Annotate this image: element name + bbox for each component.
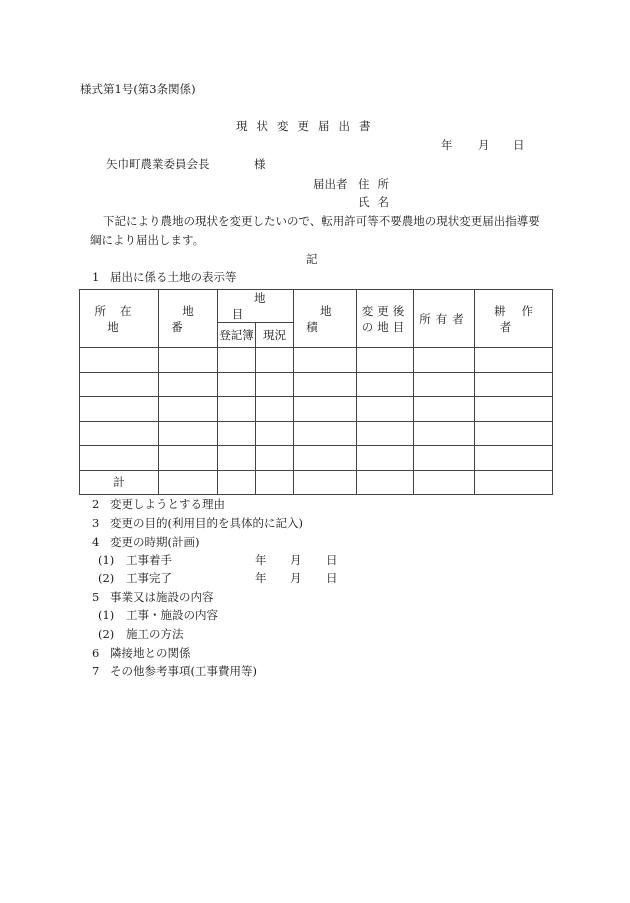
table-cell[interactable] — [414, 446, 475, 471]
item-5-1-text: 工事・施設の内容 — [126, 608, 218, 622]
table-cell[interactable] — [294, 421, 357, 446]
table-cell[interactable] — [256, 397, 294, 422]
honorific: 様 — [254, 157, 266, 171]
table-cell[interactable] — [159, 421, 218, 446]
item-7-number: 7 — [92, 664, 100, 678]
table-total-row — [80, 470, 553, 495]
table-cell[interactable] — [218, 372, 256, 397]
header-area — [294, 290, 357, 348]
item-4-1-day: 日 — [326, 553, 338, 567]
item-4-text: 変更の時期(計画) — [110, 535, 200, 549]
item-5 — [92, 589, 214, 605]
item-4-2-text: 工事完了 — [126, 571, 172, 585]
table-cell[interactable] — [414, 372, 475, 397]
header-registry — [218, 323, 256, 348]
item-4-1 — [98, 552, 358, 568]
date-month-label: 月 — [478, 138, 490, 152]
item-5-number: 5 — [92, 590, 100, 604]
table-cell[interactable] — [357, 372, 414, 397]
table-cell[interactable] — [256, 372, 294, 397]
name-label: 氏名 — [358, 195, 397, 209]
table-cell[interactable] — [357, 421, 414, 446]
header-land-category-text: 地目 — [231, 291, 302, 321]
table-cell[interactable] — [357, 397, 414, 422]
table-cell[interactable] — [475, 397, 553, 422]
header-after-change — [357, 290, 414, 348]
table-cell[interactable] — [256, 421, 294, 446]
table-cell[interactable] — [218, 470, 256, 495]
table-cell[interactable] — [414, 348, 475, 373]
table-row — [80, 421, 553, 446]
table-cell[interactable] — [218, 348, 256, 373]
document-title: 現状変更届出書 — [236, 119, 380, 133]
header-location-text: 所在地 — [94, 303, 146, 334]
table-cell[interactable] — [414, 421, 475, 446]
section-1-heading — [92, 269, 237, 285]
header-lot-number-text: 地番 — [171, 303, 216, 334]
table-cell[interactable] — [294, 470, 357, 495]
item-2 — [92, 496, 225, 512]
header-location — [80, 290, 159, 348]
header-current — [256, 323, 294, 348]
item-6-text: 隣接地との関係 — [110, 646, 191, 660]
table-cell[interactable] — [294, 372, 357, 397]
date-year-label: 年 — [441, 138, 453, 152]
item-4-1-number: (1) — [98, 553, 115, 567]
header-land-category — [218, 290, 302, 323]
header-after-change-line2: の地目 — [361, 319, 409, 334]
table-row — [80, 446, 553, 471]
table-row — [80, 372, 553, 397]
item-3 — [92, 515, 303, 531]
table-cell[interactable] — [80, 348, 159, 373]
table-cell[interactable] — [256, 470, 294, 495]
ki-marker: 記 — [306, 252, 318, 266]
item-4-1-text: 工事着手 — [126, 553, 172, 567]
item-5-2-text: 施工の方法 — [126, 627, 184, 641]
form-number: 様式第1号(第3条関係) — [80, 82, 196, 96]
table-cell[interactable] — [218, 421, 256, 446]
item-6 — [92, 645, 191, 661]
item-4-2-year: 年 — [255, 571, 267, 585]
item-4-2 — [98, 570, 358, 586]
item-7-text: その他参考事項(工事費用等) — [110, 664, 257, 678]
item-3-text: 変更の目的(利用目的を具体的に記入) — [110, 516, 303, 530]
total-label: 計 — [80, 470, 159, 495]
header-current-text: 現況 — [263, 328, 286, 342]
table-row — [80, 397, 553, 422]
addressee: 矢巾町農業委員会長 — [106, 157, 210, 171]
item-2-number: 2 — [92, 497, 100, 511]
table-cell[interactable] — [159, 446, 218, 471]
table-cell[interactable] — [80, 421, 159, 446]
table-row — [80, 348, 553, 373]
item-4-2-number: (2) — [98, 571, 115, 585]
item-4-1-year: 年 — [255, 553, 267, 567]
table-cell[interactable] — [357, 446, 414, 471]
table-cell[interactable] — [414, 397, 475, 422]
section-1-text: 届出に係る土地の表示等 — [110, 270, 237, 284]
header-area-text: 地積 — [306, 303, 358, 334]
date-day-label: 日 — [513, 138, 525, 152]
address-label: 住所 — [358, 177, 397, 191]
item-5-1-number: (1) — [98, 608, 115, 622]
table-cell[interactable] — [475, 446, 553, 471]
item-5-2 — [98, 626, 184, 642]
table-cell[interactable] — [357, 470, 414, 495]
header-after-change-line1: 変更後 — [361, 303, 409, 318]
table-cell[interactable] — [159, 470, 218, 495]
section-1-number: 1 — [92, 270, 100, 284]
item-4-2-month: 月 — [290, 571, 302, 585]
item-4-2-day: 日 — [326, 571, 338, 585]
table-cell[interactable] — [357, 348, 414, 373]
item-4-number: 4 — [92, 535, 100, 549]
table-cell[interactable] — [80, 397, 159, 422]
header-registry-text: 登記簿 — [219, 328, 254, 342]
table-cell[interactable] — [159, 372, 218, 397]
item-7 — [92, 663, 257, 679]
table-cell[interactable] — [218, 446, 256, 471]
item-5-1 — [98, 607, 218, 623]
table-cell[interactable] — [475, 470, 553, 495]
table-cell[interactable] — [294, 397, 357, 422]
table-cell[interactable] — [475, 421, 553, 446]
table-cell[interactable] — [80, 446, 159, 471]
table-cell[interactable] — [159, 397, 218, 422]
table-cell[interactable] — [80, 372, 159, 397]
header-cultivator-text: 耕作者 — [494, 303, 549, 334]
body-text-line1: 下記により農地の現状を変更したいので、転用許可等不要農地の現状変更届出指導要 — [103, 214, 540, 228]
item-4-1-month: 月 — [290, 553, 302, 567]
item-5-2-number: (2) — [98, 627, 115, 641]
land-table — [79, 289, 553, 495]
item-2-text: 変更しようとする理由 — [110, 497, 225, 511]
table-cell[interactable] — [159, 348, 218, 373]
body-text-line2: 綱により届出します。 — [90, 233, 205, 247]
table-cell[interactable] — [414, 470, 475, 495]
header-owner — [414, 290, 475, 348]
table-cell[interactable] — [475, 348, 553, 373]
item-4 — [92, 534, 199, 550]
table-cell[interactable] — [294, 446, 357, 471]
table-cell[interactable] — [218, 397, 256, 422]
table-cell[interactable] — [256, 446, 294, 471]
applicant-label: 届出者 — [313, 177, 348, 191]
item-5-text: 事業又は施設の内容 — [110, 590, 214, 604]
header-cultivator — [475, 290, 553, 348]
table-cell[interactable] — [475, 372, 553, 397]
item-3-number: 3 — [92, 516, 100, 530]
table-cell[interactable] — [294, 348, 357, 373]
item-6-number: 6 — [92, 646, 100, 660]
table-cell[interactable] — [256, 348, 294, 373]
header-owner-text: 所有者 — [419, 311, 469, 326]
header-lot-number — [159, 290, 218, 348]
